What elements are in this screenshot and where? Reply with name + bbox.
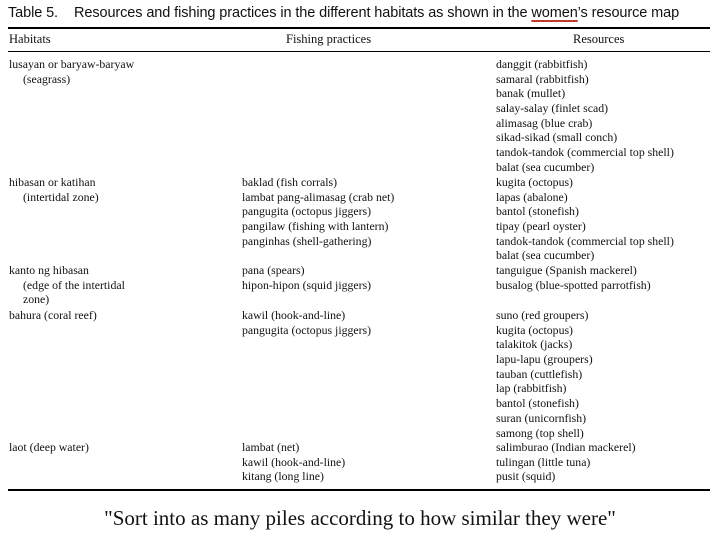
header-fishing-practices: Fishing practices: [286, 32, 372, 46]
title-text-end: ’s resource map: [577, 5, 680, 21]
header-habitats: Habitats: [9, 32, 51, 46]
header-rule: [8, 51, 710, 52]
resource-item: lap (rabbitfish): [496, 381, 567, 396]
habitat-cell: [9, 175, 99, 204]
habitat-line: (intertidal zone): [23, 189, 99, 204]
practice-item: pangugita (octopus jiggers): [242, 204, 372, 219]
resource-item: suran (unicornfish): [496, 410, 587, 425]
resource-item: salay-salay (finlet scad): [496, 101, 609, 116]
practice-item: hipon-hipon (squid jiggers): [242, 277, 372, 292]
resource-item: tulingan (little tuna): [496, 454, 591, 469]
resource-item: danggit (rabbitfish): [496, 57, 588, 71]
resource-item: balat (sea cucumber): [496, 248, 595, 263]
habitat-cell: [9, 263, 125, 307]
resource-item: tipay (pearl oyster): [496, 219, 586, 234]
resources-cell: [496, 308, 593, 440]
bottom-rule: [8, 489, 710, 491]
practice-item: baklad (fish corrals): [242, 175, 337, 189]
habitat-line: laot (deep water): [9, 440, 89, 454]
resource-item: banak (mullet): [496, 86, 566, 101]
resource-item: kugita (octopus): [496, 175, 573, 189]
resource-item: samong (top shell): [496, 425, 584, 440]
table-title: [8, 5, 679, 21]
resource-item: alimasag (blue crab): [496, 115, 593, 130]
practice-item: kitang (long line): [242, 469, 324, 484]
habitat-line: hibasan or katihan: [9, 175, 96, 189]
resource-item: kugita (octopus): [496, 322, 573, 337]
resource-item: bantol (stonefish): [496, 204, 579, 219]
resource-item: suno (red groupers): [496, 308, 589, 322]
resource-item: lapu-lapu (groupers): [496, 352, 593, 367]
practice-item: pangugita (octopus jiggers): [242, 322, 372, 337]
habitat-cell: [9, 440, 89, 455]
habitat-line: kanto ng hibasan: [9, 263, 89, 277]
practice-item: pangilaw (fishing with lantern): [242, 219, 389, 234]
habitat-line: (seagrass): [23, 71, 71, 86]
resource-item: tauban (cuttlefish): [496, 366, 583, 381]
resource-item: busalog (blue-spotted parrotfish): [496, 277, 651, 292]
resource-item: balat (sea cucumber): [496, 159, 595, 174]
practice-item: kawil (hook-and-line): [242, 308, 346, 322]
top-rule: [8, 27, 710, 29]
resources-cell: [496, 175, 674, 263]
practices-cell: [242, 263, 371, 292]
habitat-line: lusayan or baryaw-baryaw: [9, 57, 135, 71]
title-underlined-word: women: [531, 5, 578, 21]
resources-cell: [496, 57, 674, 175]
resources-cell: [496, 263, 651, 292]
resource-item: bantol (stonefish): [496, 396, 579, 411]
practice-item: lambat pang-alimasag (crab net): [242, 189, 395, 204]
practices-cell: [242, 308, 371, 337]
caption: "Sort into as many piles according to how similar they were": [104, 506, 616, 530]
practice-item: lambat (net): [242, 440, 300, 454]
practice-item: kawil (hook-and-line): [242, 454, 346, 469]
resource-item: salimburao (Indian mackerel): [496, 440, 636, 454]
resource-item: sikad-sikad (small conch): [496, 130, 618, 145]
habitat-line: (edge of the intertidal: [23, 277, 125, 292]
header-resources: Resources: [573, 32, 625, 46]
habitat-cell: [9, 308, 97, 323]
resource-item: talakitok (jacks): [496, 337, 573, 352]
practices-cell: [242, 175, 394, 248]
resource-item: lapas (abalone): [496, 189, 568, 204]
practices-cell: [242, 440, 345, 484]
resource-item: samaral (rabbitfish): [496, 71, 589, 86]
habitat-line: bahura (coral reef): [9, 308, 97, 322]
practice-item: panginhas (shell-gathering): [242, 233, 372, 248]
resources-cell: [496, 440, 636, 484]
resource-item: tanguigue (Spanish mackerel): [496, 263, 637, 277]
practice-item: pana (spears): [242, 263, 305, 277]
habitat-cell: [9, 57, 134, 86]
resource-item: tandok-tandok (commercial top shell): [496, 233, 674, 248]
resource-item: tandok-tandok (commercial top shell): [496, 145, 674, 160]
resource-item: pusit (squid): [496, 469, 556, 484]
habitat-line: zone): [23, 292, 50, 307]
title-text-start: Resources and fishing practices in the different habitats as shown in the: [74, 5, 532, 21]
table-label: Table 5.: [8, 5, 58, 21]
